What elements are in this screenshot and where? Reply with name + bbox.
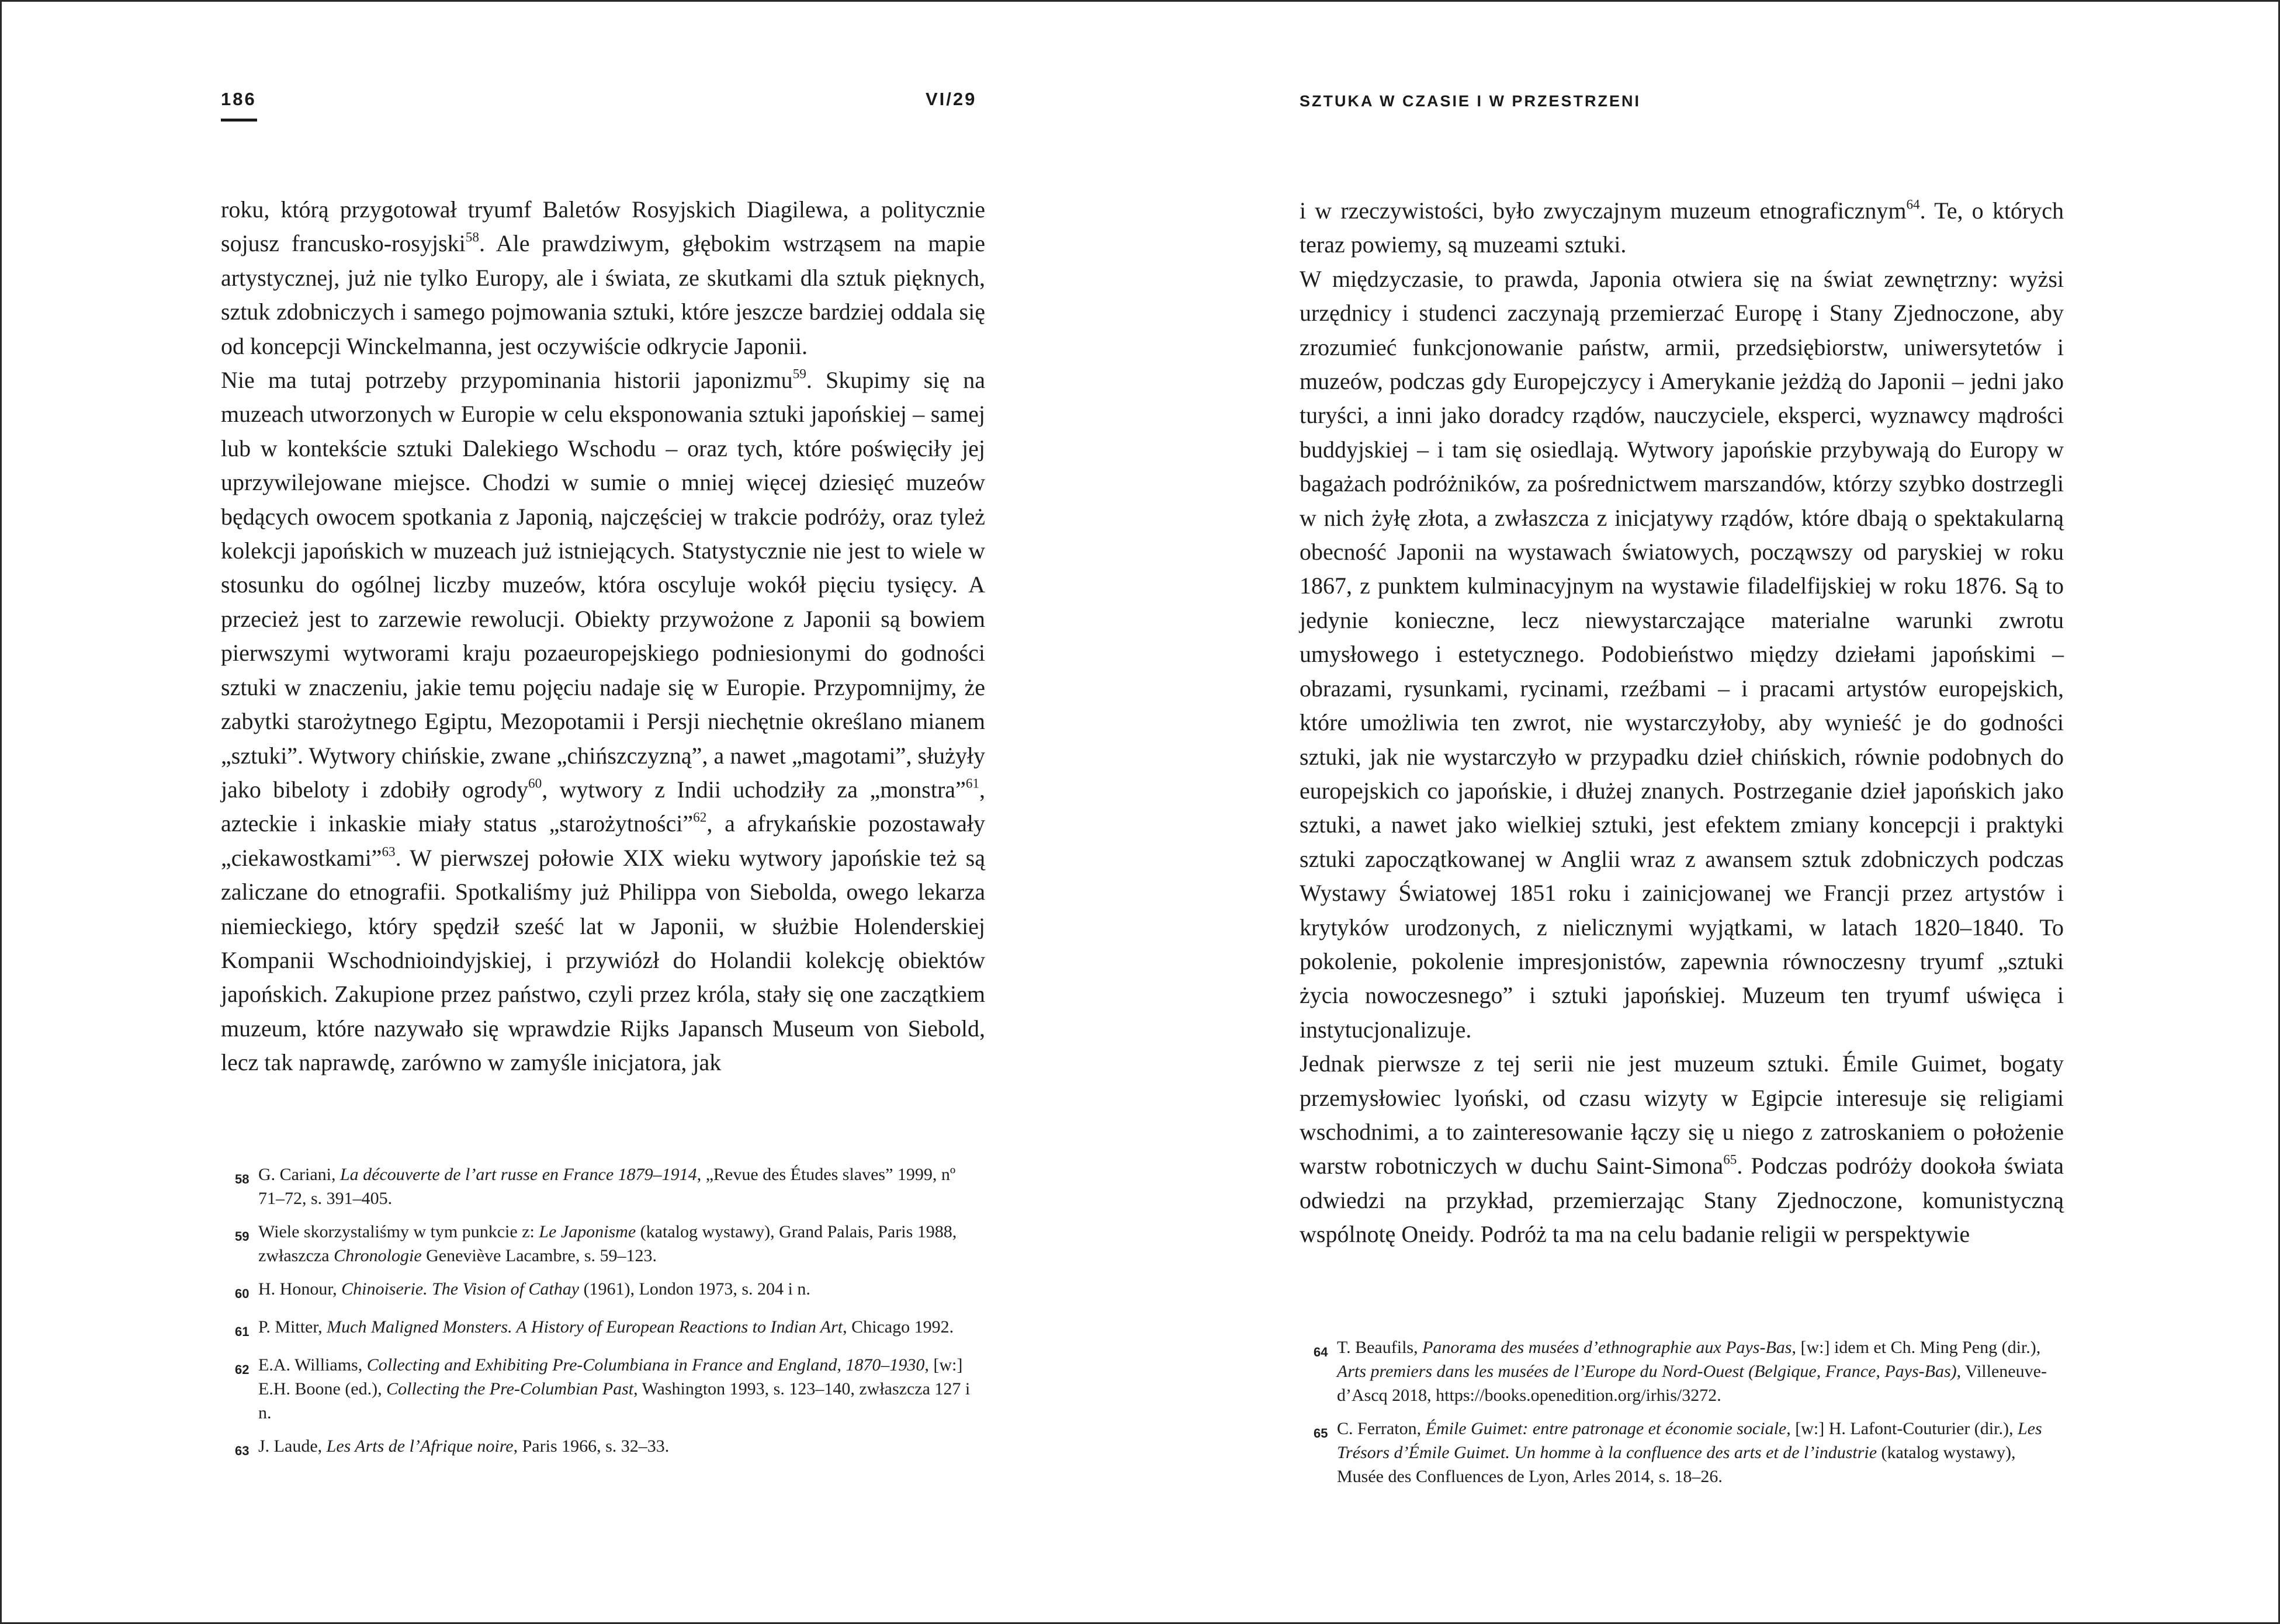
footnote-segment: C. Ferraton,	[1337, 1419, 1426, 1438]
footnote-ref: 63	[382, 844, 396, 860]
footnote-number: 63	[235, 1443, 250, 1458]
footnote-text	[258, 1315, 980, 1344]
footnote-number: 59	[235, 1229, 250, 1244]
footnote-ref: 58	[465, 230, 479, 245]
body-text: , a afrykańskie pozostawały „ciekawostkami”	[221, 810, 985, 871]
footnote-number: 62	[235, 1362, 250, 1377]
footnote-segment: , [w:] H. Lafont-Couturier (dir.),	[1786, 1419, 2018, 1438]
footnote-segment: , Washington 1993, s. 123–140, zwłaszcza 127 i n.	[258, 1379, 971, 1422]
footnote	[221, 1315, 980, 1344]
footnote-text	[258, 1277, 980, 1306]
paragraph	[221, 193, 985, 363]
footnote-text	[258, 1220, 980, 1268]
footnote-text	[258, 1353, 980, 1425]
footnote-segment: , Villeneuve-d’Ascq 2018, https://books.openedition.org/irhis/3272.	[1337, 1362, 2047, 1405]
footnote-title: Le Japonisme	[539, 1222, 636, 1241]
footnote-title: Collecting the Pre-Columbian Past	[386, 1379, 634, 1399]
footnote-ref: 61	[965, 776, 980, 792]
footnote	[221, 1434, 980, 1463]
footnote-text	[1337, 1417, 2059, 1488]
paragraph	[221, 363, 985, 1080]
body-text: . Skupimy się na muzeach utworzonych w Europie w celu eksponowania sztuki japońskiej – samej lub w kontekście sztuki Dalekiego Wschodu – oraz tych, które poświęciły jej uprzywilejowane miejsce. Chodzi w sumie o mniej więcej dziesięć muzeów będących owocem spotkania z Japonią, najczęściej w trakcie podróży, oraz tyleż kolekcji japońskich w muzeach już istniejących. Statystycznie nie jest to wiele w stosunku do ogólnej liczby muzeów, która oscyluje wokół pięciu tysięcy. A przecież jest to zarzewie rewolucji. Obiekty przywożone z Japonii są bowiem pierwszymi wytworami kraju pozaeuropejskiego podniesionymi do godności sztuki w znaczeniu, jakie temu pojęciu nadaje się w Europie. Przypomnijmy, że zabytki starożytnego Egiptu, Mezopotamii i Persji niechętnie określano mianem „sztuki”. Wytwory chińskie, zwane „chińszczyzną”, a nawet „magotami”, służyły jako bibeloty i zdobiły ogrody	[221, 367, 985, 803]
footnote-title: Panorama des musées d’ethnographie aux Pays-Bas	[1422, 1338, 1792, 1357]
footnote-number: 60	[235, 1286, 250, 1301]
footnote-segment: , [w:] E.H. Boone (ed.),	[258, 1355, 963, 1399]
page-number-rule	[221, 119, 257, 122]
issue-label: VI/29	[926, 89, 977, 109]
footnote-segment: H. Honour,	[258, 1279, 342, 1299]
body-text: , wytwory z Indii uchodziły za „monstra”	[542, 776, 966, 803]
footnote-title: Collecting and Exhibiting Pre-Columbiana in France and England, 1870–1930	[366, 1355, 925, 1375]
footnote-segment: (1961), London 1973, s. 204 i n.	[579, 1279, 810, 1299]
right-footnotes	[1300, 1335, 2059, 1498]
footnote-segment: (katalog wystawy), Musée des Confluences de Lyon, Arles 2014, s. 18–26.	[1337, 1443, 2016, 1486]
footnote-number: 61	[235, 1324, 250, 1339]
footnote-text	[258, 1163, 980, 1210]
body-text: . Podczas podróży dookoła świata odwiedzi na przykład, przemierzając Stany Zjednoczone, komunistyczną wspólnotę Oneidy. Podróż ta ma na celu badanie religii w perspektywie	[1300, 1153, 2064, 1248]
footnote-title: Chinoiserie. The Vision of Cathay	[341, 1279, 580, 1299]
body-text: . Te, o których teraz powiemy, są muzeami sztuki.	[1300, 197, 2064, 258]
paragraph	[1300, 262, 2064, 1047]
footnote-segment: T. Beaufils,	[1337, 1338, 1423, 1357]
body-text: W międzyczasie, to prawda, Japonia otwiera się na świat zewnętrzny: wyżsi urzędnicy i studenci zaczynają przemierzać Europę i Stany Zjednoczone, aby zrozumieć funkcjonowanie państw, armii, przedsiębiorstw, uniwersytetów i muzeów, podczas gdy Europejczycy i Amerykanie jeżdżą do Japonii – jedni jako turyści, a inni jako doradcy rządów, nauczyciele, eksperci, wyznawcy mądrości buddyjskiej – i tam się osiedlają. Wytwory japońskie przybywają do Europy w bagażach podróżników, za pośrednictwem marszandów, którzy szybko dostrzegli w nich żyłę złota, a zwłaszcza z inicjatywy rządów, które dbają o spektakularną obecność Japonii na wystawach światowych, począwszy od paryskiej w roku 1867, z punktem kulminacyjnym na wystawie filadelfijskiej w roku 1876. Są to jedynie konieczne, lecz niewystarczające materialne warunki zwrotu umysłowego i estetycznego. Podobieństwo między dziełami japońskimi – obrazami, rysunkami, rycinami, rzeźbami – i pracami artystów europejskich, które umożliwia ten zwrot, nie wystarczyłoby, aby wynieść je do godności sztuki, jak nie wystarczyło w przypadku dzieł chińskich, równie podobnych do europejskich co japońskie, i dłużej znanych. Postrzeganie dzieł japońskich jako sztuki, a nawet jako wielkiej sztuki, jest efektem zmiany koncepcji i praktyki sztuki zapoczątkowanej w Anglii wraz z awansem sztuk zdobniczych podczas Wystawy Światowej 1851 roku i zainicjowanej we Francji przez artystów i krytyków urodzonych, z nielicznymi wyjątkami, w latach 1820–1840. To pokolenie, pokolenie impresjonistów, zapewnia równoczesny tryumf „sztuki życia nowoczesnego” i sztuki japońskiej. Muzeum ten tryumf uświęca i instytucjonalizuje.	[1300, 265, 2064, 1043]
footnote-title: Much Maligned Monsters. A History of European Reactions to Indian Art	[327, 1317, 843, 1337]
right-body-column	[1300, 194, 2064, 1252]
body-text: . W pierwszej połowie XIX wieku wytwory japońskie też są zaliczane do etnografii. Spotkaliśmy już Philippa von Siebolda, owego lekarza niemieckiego, który spędził sześć lat w Japonii, w służbie Holenderskiej Kompanii Wschodnioindyjskiej, i przywiózł do Holandii kolekcję obiektów japońskich. Zakupione przez państwo, czyli przez króla, stały się one zaczątkiem muzeum, które nazywało się wprawdzie Rijks Japansch Museum von Siebold, lecz tak naprawdę, zarówno w zamyśle inicjatora, jak	[221, 844, 985, 1076]
left-body-column	[221, 193, 985, 1080]
footnote-number: 64	[1314, 1345, 1328, 1359]
footnote-number: 65	[1314, 1426, 1328, 1441]
body-text: . Ale prawdziwym, głębokim wstrząsem na mapie artystycznej, już nie tylko Europy, ale i świata, ze skutkami dla sztuk pięknych, sztuk zdobniczych i samego pojmowania sztuki, które jeszcze bardziej oddala się od koncepcji Winckelmanna, jest oczywiście odkrycie Japonii.	[221, 230, 985, 359]
running-title: SZTUKA W CZASIE I W PRZESTRZENI	[1300, 92, 1641, 110]
footnote-title: Émile Guimet: entre patronage et économie sociale	[1425, 1419, 1787, 1438]
footnote-segment: G. Cariani,	[258, 1165, 340, 1184]
footnote-segment: , Chicago 1992.	[843, 1317, 954, 1337]
footnote-number: 58	[235, 1172, 250, 1186]
footnote-segment: J. Laude,	[258, 1436, 327, 1456]
footnote	[221, 1277, 980, 1306]
footnote-title: La découverte de l’art russe en France 1879–1914	[339, 1165, 697, 1184]
footnote-ref: 64	[1906, 197, 1920, 213]
footnote-segment: P. Mitter,	[258, 1317, 327, 1337]
body-text: , azteckie i inkaskie miały status „starożytności”	[221, 776, 986, 837]
footnote	[1300, 1417, 2059, 1488]
footnote-segment: E.A. Williams,	[258, 1355, 367, 1375]
footnote-segment: , „Revue des Études slaves” 1999, nº 71–72, s. 391–405.	[258, 1165, 956, 1208]
footnote-text	[1337, 1335, 2059, 1407]
footnote	[221, 1220, 980, 1268]
footnote-title: Les Trésors d’Émile Guimet. Un homme à la confluence des arts et de l’industrie	[1337, 1419, 2042, 1462]
footnote-ref: 65	[1723, 1152, 1737, 1168]
footnote-title: Les Arts de l’Afrique noire	[326, 1436, 514, 1456]
paragraph	[1300, 194, 2064, 262]
paragraph	[1300, 1047, 2064, 1251]
footnote-segment: Geneviève Lacambre, s. 59–123.	[421, 1246, 657, 1265]
footnote-segment: , [w:] idem et Ch. Ming Peng (dir.),	[1792, 1338, 2041, 1357]
footnote-segment: (katalog wystawy), Grand Palais, Paris 1988, zwłaszcza	[258, 1222, 957, 1265]
footnote	[221, 1353, 980, 1425]
body-text: i w rzeczywistości, było zwyczajnym muzeum etnograficznym	[1300, 197, 1907, 224]
footnote	[1300, 1335, 2059, 1407]
body-text: roku, którą przygotował tryumf Baletów Rosyjskich Diagilewa, a politycznie sojusz francusko-rosyjski	[221, 196, 985, 257]
footnote	[221, 1163, 980, 1210]
footnote-segment: , Paris 1966, s. 32–33.	[513, 1436, 670, 1456]
body-text: Nie ma tutaj potrzeby przypominania historii japonizmu	[221, 367, 793, 394]
footnote-segment: Wiele skorzystaliśmy w tym punkcie z:	[258, 1222, 539, 1241]
body-text: Jednak pierwsze z tej serii nie jest muzeum sztuki. Émile Guimet, bogaty przemysłowiec lyoński, od czasu wizyty w Egipcie interesuje się religiami wschodnimi, a to zainteresowanie łączy się u niego z zatroskaniem o położenie warstw robotniczych w duchu Saint-Simona	[1300, 1050, 2064, 1179]
footnote-ref: 59	[792, 366, 806, 382]
page-number: 186	[221, 89, 257, 109]
footnote-ref: 60	[528, 776, 542, 792]
footnote-title: Arts premiers dans les musées de l’Europe du Nord-Ouest (Belgique, France, Pays-Bas)	[1337, 1362, 1957, 1381]
footnote-text	[258, 1434, 980, 1463]
left-footnotes	[221, 1163, 980, 1472]
footnote-title: Chronologie	[334, 1246, 422, 1265]
footnote-ref: 62	[693, 810, 707, 825]
